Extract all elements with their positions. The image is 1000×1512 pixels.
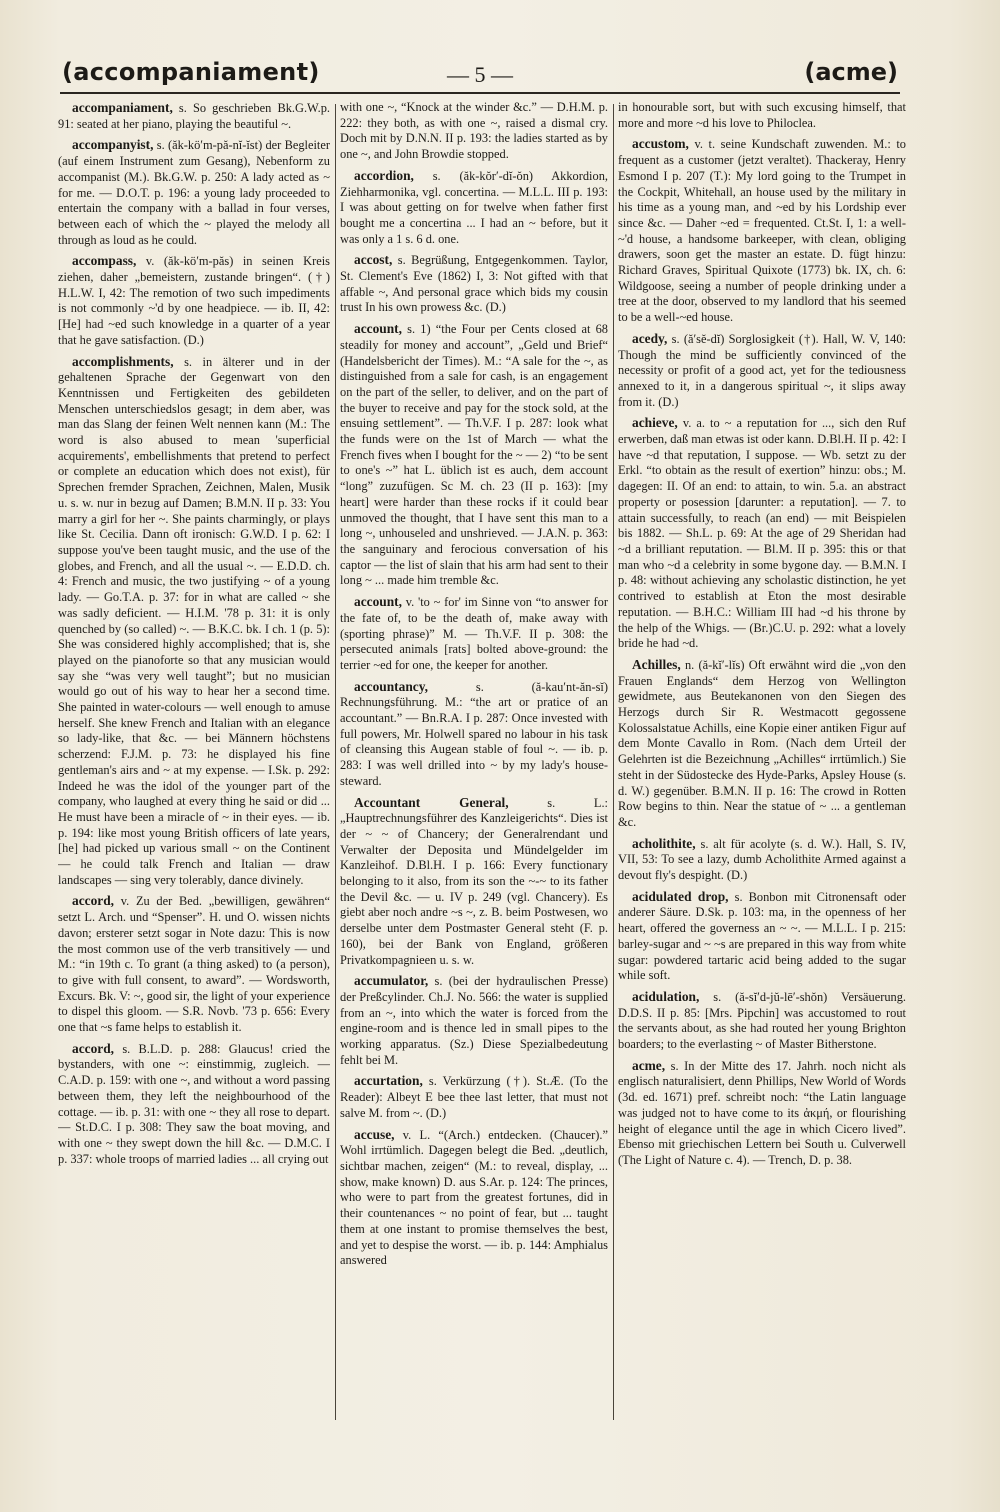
entry-headword: account, [354,321,402,337]
entry-headword: accurtation, [354,1073,423,1089]
entry-headword: accuse, [354,1126,395,1142]
entry-body: s. So geschrieben Bk.G.W.p. 91: seated at her piano, playing the beautiful ~. [58,101,330,131]
entry-body: v. Zu der Bed. „bewilligen, gewähren“ setzt L. Arch. und “Spenser”. H. und O. wissen nichts davon; ersterer setzt sogar in Note dazu: This is now the most common use of the verb transitively — und M.: “in 19th c. To grant (a thing asked) to (a person), to give with full consent, to award”. — Wordsworth, Excurs. Bk. V: ~, good sir, the light of your experience to dispel this gloom. — S.R. Novb. '73 p. 656: Every one that ~s fame helps to establish it. [58,894,330,1035]
entry-body: s. alt für acolyte (s. d. W.). Hall, S. IV, VII, 53: To see a lazy, dumb Acholithite Armed against a devout fly's despight. (D.) [618,836,906,883]
entry-headword: accost, [354,252,393,268]
entry-body: with one ~, “Knock at the winder &c.” — D.H.M. p. 222: they both, as with one ~, raised a dismal cry. Doch mit by D.N.N. II p. 193: the ladies started as by one ~, and John Browdie stopped. [340,100,608,162]
column-divider [335,104,336,1420]
entry-body: s. In der Mitte des 17. Jahrh. noch nicht als englisch naturalisiert, denn Phillips, New World of Words (3d. ed. 1671) pref. schreibt noch: “the Latin language was judged not to have come to its ἀκμή, or flourishing height of elegance until the age in which Cicero lived”. Ebenso mit griechischen Lettern bei South u. Culverwell (The Light of Nature c. 4). — Trench, D. p. 38. [618,1058,906,1167]
dictionary-entry [340,100,608,163]
entry-body: v. a. to ~ a reputation for ..., sich den Ruf erwerben, daß man etwas ist oder kann. D.Bl.H. II p. 42: I have ~d that reputation, I suppose. — Wb. setzt zu der Erkl. “to obtain as the result of exertion” hinzu: obs.; M. dagegen: II. Of an end: to attain, to win. 5.a. an abstract property or posession [darunter: a reputation]. — 7. to attain successfully, to reach (an end) — mit Beispielen bis 1882. — Sh.L. p. 69: At the age of 29 Sheridan had ~d a brilliant reputation. — Bl.M. II p. 395: this or that man who ~d a celebrity in some bygone day. — B.M.N. I p. 48: without achieving any scholastic distinction, he yet contrived to establish at Eton the most desirable reputation. — B.H.C.: William III had ~d his throne by the help of the Whigs. — (Br.)C.U. p. 292: what a lovely bride he had ~d. [618,416,906,651]
dictionary-entry [340,252,608,316]
entry-headword: acedy, [632,330,668,346]
right-running-head: (acme) [804,58,898,86]
dictionary-entry [618,836,906,884]
dictionary-entry [58,253,330,348]
entry-body: s. in älterer und in der gehaltenen Sprache der Gegenwart von den Kenntnissen und Fertigkeiten des gebildeten Menschen unterschiedslos gesagt; in dem aber, was man das Slang der feinen Welt nennen kann (M.: The word is also abused to mean 'superficial acquirements', embellishments that pretend to perfect or complete an education which does not exist), für Sprechen fremder Sprachen, Zeichnen, Malen, Musik u. s. w. nur in bezug auf Damen; B.M.N. II p. 33: You marry a girl for her ~. She paints charmingly, or plays like St. Cecilia. Dann oft ironisch: G.W.D. I p. 62: I suppose you've been taught music, and the use of the globes, and French, and all the usual ~. — E.D.D. ch. 4: French and music, the two justifying ~ of a young lady. — Go.T.A. p. 37: for in what are called ~ she was sadly deficient. — H.I.M. '78 p. 31: it is only quenched by (so called) ~. — B.K.C. bk. I ch. 1 (p. 5): She was considered highly accomplished; that is, she played on the pianoforte so that any musician would say she “was very well taught”; but no musician would go out of his way to hear her a second time. She painted in water-colours — well enough to amuse herself. She knew French and Italian with an elegance so lady-like, that &c. — bei Männern höchstens scherzend: F.J.M. p. 73: he displayed his fine gentleman's airs and ~ at my expense. — I.Sk. p. 292: Indeed he was the idol of the younger part of the company, who laughed at every thing he said or did ... He must have been a miracle of ~ in their eyes. — ib. p. 194: like most young British officers of late years, [he] had picked up various small ~ on the Continent — he could talk French and Italian — draw landscapes — sing very tolerably, dance divinely. [58,354,330,887]
entry-body: s. B.L.D. p. 288: Glaucus! cried the bystanders, with one ~: einstimmig, zugleich. — C.A.D. p. 159: with one ~, and without a word passing between them, they left the neighbourhood of the cottage. — ib. p. 31: with one ~ they all rose to depart. — St.D.C. I p. 308: They saw the boat moving, and with one ~ they swept down the hill &c. — D.M.C. I p. 337: whole troops of married ladies ... all crying out [58,1041,330,1166]
column-divider [613,104,614,1420]
dictionary-entry [618,100,906,131]
entry-body: v. 'to ~ for' im Sinne von “to answer for the fate of, to be the death of, make away with (sporting phrase)” M. — Th.V.F. II p. 308: the persecuted animals [rats] bolted above-ground: the terrier ~ed for one, the keeper for another. [340,595,608,672]
entry-body: v. (ăk-kö′m-păs) in seinen Kreis ziehen, daher „bemeistern, zustande bringen“. (†) H.L.W. I, 42: The remotion of two such impediments is not commonly ~'d by one headpiece. — ib. II, 42: [He] had ~ed such knowledge in a quarter of a year that he gave satisfaction. (D.) [58,254,330,347]
page-header [60,52,900,94]
entry-body: s. Bonbon mit Citronensaft oder anderer Säure. D.Sk. p. 103: ma, in the openness of her heart, offered the governess an ~ ~. — M.L.L. I p. 215: barley-sugar and ~ ~s are prepared in this way from white sugar: powdered tartaric acid being added to the sugar while soft. [618,889,906,983]
dictionary-entry [340,795,608,969]
entry-headword: Achilles, [632,656,681,672]
dictionary-entry [58,893,330,1035]
entry-headword: acholithite, [632,835,696,851]
entry-headword: acidulated drop, [632,888,729,904]
dictionary-entry [618,889,906,984]
entry-headword: Accountant General, [354,794,509,810]
dictionary-entry [58,100,330,132]
text-columns [58,100,910,1430]
entry-body: v. L. “(Arch.) entdecken. (Chaucer).” Wohl irrtümlich. Dagegen belegt die Bed. „deutlich, sichtbar machen, zeigen“ (M.: to reveal, display, ... show, make known) D. aus S.Ar. p. 124: The princes, who were to part from the greatest fortunes, did in their countenances ~ no point of fear, but ... taught them at one instant to promise themselves the best, and yet to despise the worst. — ib. p. 144: Amphialus answered [340,1127,608,1268]
column-left [58,100,330,1430]
dictionary-entry [618,657,906,831]
entry-headword: account, [354,594,402,610]
entry-headword: accustom, [632,136,689,152]
dictionary-entry [340,679,608,790]
entry-body: s. (bei der hydraulischen Presse) der Preßcylinder. Ch.J. No. 566: the water is supplied from an ~, into which the water is forced from the engine-room and is thence led in small pipes to the working apparatus. (Sz.) Diese Spezialbedeutung fehlt bei M. [340,974,608,1067]
entry-headword: accompanyist, [72,137,154,153]
entry-headword: acme, [632,1057,666,1073]
entry-headword: accompaniament, [72,100,173,115]
entry-body: s. (ă-kau′nt-ăn-sĭ) Rechnungsführung. M.: “the art or pratice of an accountant.” — Bn.R.A. I p. 287: Once invested with full powers, Mr. Holwell spared no labour in his task of cleansing this Augean stable of foul ~. — ib. p. 283: I was well drilled into ~ by my lady's house-steward. [340,679,608,788]
column-right [618,100,906,1430]
dictionary-entry [618,136,906,325]
entry-headword: accord, [72,1040,115,1056]
entry-headword: accomplishments, [72,353,174,369]
entry-headword: accord, [72,893,115,909]
entry-body: s. 1) “the Four per Cents closed at 68 steadily for money and account”, „Geld und Brief“ (Handelsbericht der Times). M.: “A sale for the ~, as distinguished from a sale for cash, is an engagement on the part of the seller, to deliver, and on the part of the buyer to receive and pay for the stock sold, at the ensuing settlement”. — Th.V.F. I p. 287: look what the funds were on the 1st of March — what the French fives when I bought for the ~ — 2) “to be sent to one's ~” hat L. üblich ist es auch, dem account “long” zuzufügen. Sc M. ch. 23 (II p. 163): [my heart] were harder than these rocks if it could bear unmoved the thought, that I have sent this man to a long ~, unhouseled and unshrieved. — J.A.N. p. 363: the sanguinary and ferocious conversation of his captor — the list of slain that his arm had sent to their long ~ ... made him tremble &c. [340,322,608,588]
dictionary-entry [340,1073,608,1121]
entry-body: s. Begrüßung, Entgegenkommen. Taylor, St. Clement's Eve (1862) I, 3: Not gifted with that affable ~, And personal grace which bids my cousin trust In his own prowess &c. (D.) [340,253,608,315]
dictionary-entry [340,1127,608,1269]
page-number: — 5 — [447,62,513,87]
dictionary-entry [340,168,608,248]
entry-body: s. L.: „Hauptrechnungsführer des Kanzleigerichts“. Dies ist der ~ ~ of Chancery; der Generalrendant und Verwalter der Depositа und Mündelgelder im Kanzleihof. D.Bl.H. I p. 166: Every functionary belonging to it also, from its son the ~-~ to its father the Devil &c. — u. IV p. 249 (vgl. Chancery). Es giebt aber noch andre ~s ~, z. B. beim Postwesen, wo derselbe unter dem Postmaster General steht (F. p. 160), bei der Bank von England, größeren Privatkompagnieen u. s. w. [340,795,608,967]
entry-body: n. (ă-kĭ′-lĭs) Oft erwähnt wird die „von den Frauen Englands“ dem Herzog von Wellington gewidmete, aus Beutekanonen von den Siegen des Herzogs durch Sir R. Westmacott gegossene Kolossalstatue Achills, eine Kopie einer antiken Figur auf dem Monte Cavallo in Rom. (Nach dem Urteil der Gelehrten ist die Bezeichnung „Achilles“ irrtümlich.) Sie steht in der Südostecke des Hyde-Parks, Apsley House (s. d. W.) gegenüber. B.M.N. II p. 16: The crowd in Rotten Row begins to thin. Near the statue of ~ ... a gentleman &c. [618,657,906,829]
dictionary-entry [58,354,330,889]
dictionary-entry [618,1058,906,1169]
entry-body: v. t. seine Kundschaft zuwenden. M.: to frequent as a customer (jetzt veraltet). Thackeray, Henry Esmond I p. 207 (T.): My lord going to the Trumpet in the Cockpit, Whitehall, an house used by the military in his time as a young man, and ~ed by his Lordship ever since &c. — Daher ~ed = frequented. Ct.St. I, 1: a well-~'d house, a handsome barkeeper, with clean, obliging drawers, soon get the master an estate. D. fügt hinzu: Richard Graves, Spiritual Quixote (1773) bk. IX, ch. 6: Wildgoose, seeing a number of people drinking under a tree at the door, observed to my landlord that his seemed to be a well-~ed house. [618,137,906,325]
entry-headword: accountancy, [354,678,429,694]
dictionary-entry [618,989,906,1053]
entry-headword: achieve, [632,415,678,431]
entry-body: s. (ăk-kŏr′-dĭ-ŏn) Akkordion, Ziehharmonika, vgl. concertina. — M.L.L. III p. 193: I was about getting on for twelve when father first bought me a concertina ... I had an ~ before, but it was only a 1 s. 6 d. one. [340,168,608,246]
dictionary-entry [58,1041,330,1168]
dictionary-entry [618,331,906,411]
dictionary-entry [618,415,906,652]
entry-body: s. (ă-sĭ′d-jŭ-lē′-shŏn) Versäuerung. D.D.S. II p. 85: [Mrs. Pipchin] was accustomed to rout the servants about, as she had routed her young Brighton boarders; to the everlasting ~ of Master Bitherstone. [618,989,906,1052]
dictionary-entry [58,137,330,248]
entry-body: s. (ăk-kö′m-pă-nĭ-ĭst) der Begleiter (auf einem Instrument zum Gesang), Nebenform zu accompanist (M.). Bk.G.W. p. 250: A lady acted as ~ for me. — D.O.T. p. 196: a young lady proceeded to entertain the company with a ballad in four verses, between each of which the ~ played the melody all through as loud as he could. [58,138,330,247]
entry-headword: accumulator, [354,973,429,989]
entry-body: s. (ă′sĕ-dĭ) Sorglosigkeit (†). Hall, W. V, 140: Though the mind be sufficiently convinced of the necessity or profit of a good act, yet for the tediousness annexed to it, in a dangerous spiritual ~, it slips away from it. (D.) [618,331,906,409]
left-running-head: (accompaniament) [62,58,320,86]
entry-headword: accordion, [354,167,414,183]
entry-headword: acidulation, [632,988,700,1004]
entry-body: s. Verkürzung (†). St.Æ. (To the Reader): Albeyt E bee thee last letter, that must not salve M. from ~. (D.) [340,1074,608,1120]
entry-body: in honourable sort, but with such excusing himself, that more and more ~d his love to Philoclea. [618,100,906,130]
dictionary-entry [340,973,608,1068]
dictionary-entry [340,321,608,589]
entry-headword: accompass, [72,253,137,269]
dictionary-entry [340,594,608,674]
column-middle [340,100,608,1430]
